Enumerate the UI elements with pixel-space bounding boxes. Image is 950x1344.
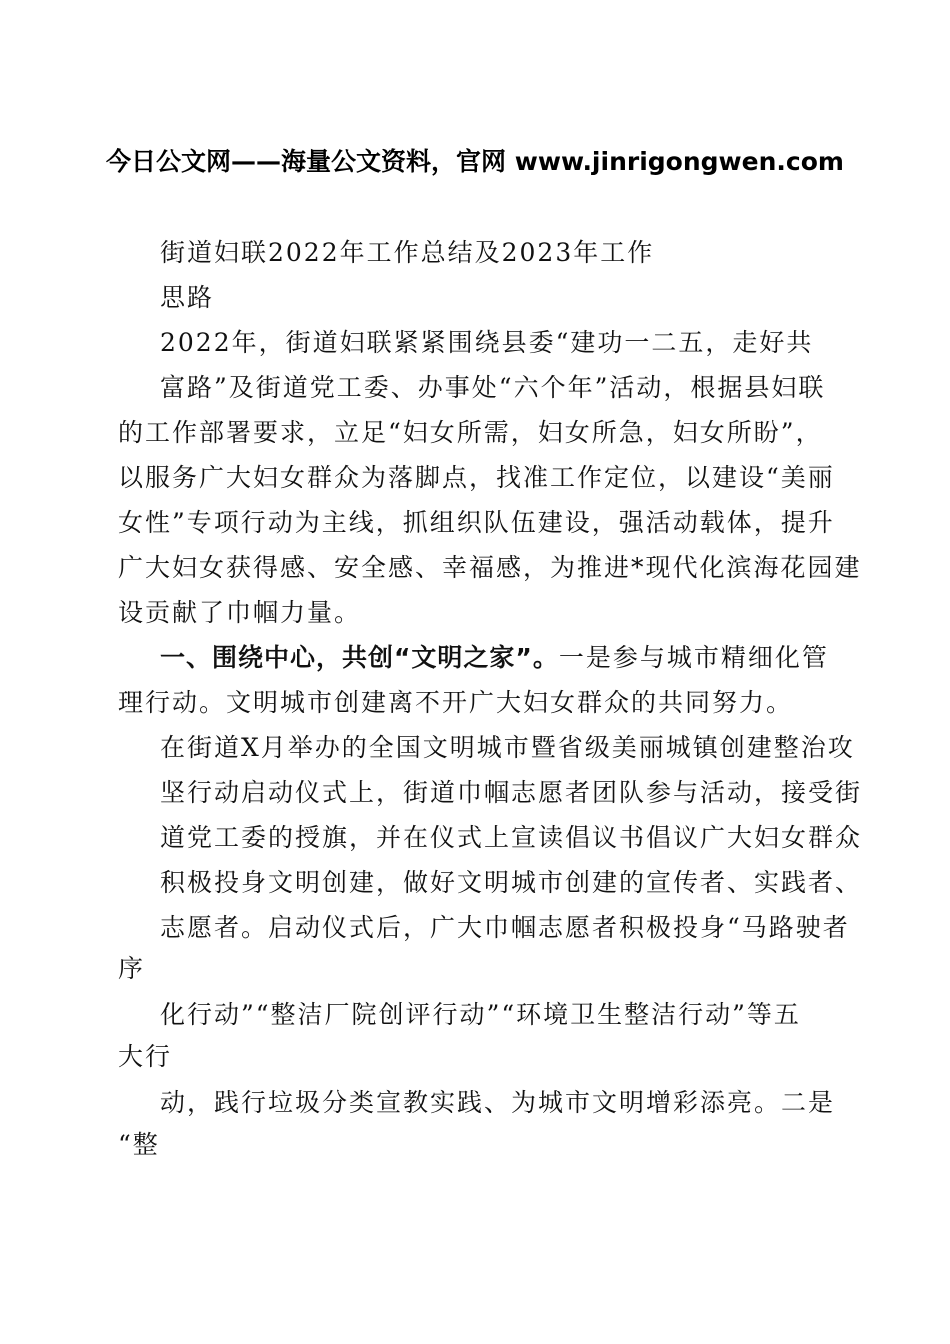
section1-line: 动，践行垃圾分类宣教实践、为城市文明增彩添亮。二是: [160, 1088, 836, 1117]
body-line: 广大妇女获得感、安全感、幸福感，为推进*现代化滨海花园建: [118, 553, 862, 582]
document-title-line2: 思路: [160, 283, 215, 312]
body-line: 以服务广大妇女群众为落脚点，找准工作定位，以建设“美丽: [118, 463, 835, 492]
header-banner: 今日公文网——海量公文资料，官网 www.jinrigongwen.com: [106, 147, 844, 176]
section1-line: 志愿者。启动仪式后，广大巾帼志愿者积极投身“马路驶者: [160, 913, 850, 942]
body-line: 的工作部署要求，立足“妇女所需，妇女所急，妇女所盼”，: [118, 418, 823, 447]
body-line: 富路”及街道党工委、办事处“六个年”活动，根据县妇联: [160, 373, 826, 402]
document-title-line1: 街道妇联2022年工作总结及2023年工作: [160, 238, 655, 267]
section1-line: 大行: [118, 1042, 173, 1071]
body-line: 2022年，街道妇联紧紧围绕县委“建功一二五，走好共: [160, 328, 814, 357]
section1-line: 在街道X月举办的全国文明城市暨省级美丽城镇创建整治攻: [160, 733, 855, 762]
section1-heading-line: [160, 641, 829, 675]
section1-line: “整: [118, 1130, 160, 1159]
body-line: 女性”专项行动为主线，抓组织队伍建设，强活动载体，提升: [118, 508, 835, 537]
section1-heading: 一、围绕中心，共创“文明之家”。: [160, 643, 559, 672]
section1-line: 化行动”“整洁厂院创评行动”“环境卫生整洁行动”等五: [160, 1000, 801, 1029]
section1-line: 道党工委的授旗，并在仪式上宣读倡议书倡议广大妇女群众: [160, 823, 863, 852]
body-line: 设贡献了巾帼力量。: [118, 598, 362, 627]
section1-line: 序: [118, 954, 146, 983]
section1-line: 理行动。文明城市创建离不开广大妇女群众的共同努力。: [118, 688, 794, 717]
section1-heading-tail: 一是参与城市精细化管: [558, 643, 829, 672]
section1-line: 坚行动启动仪式上，街道巾帼志愿者团队参与活动，接受街: [160, 778, 863, 807]
section1-line: 积极投身文明创建，做好文明城市创建的宣传者、实践者、: [160, 868, 863, 897]
